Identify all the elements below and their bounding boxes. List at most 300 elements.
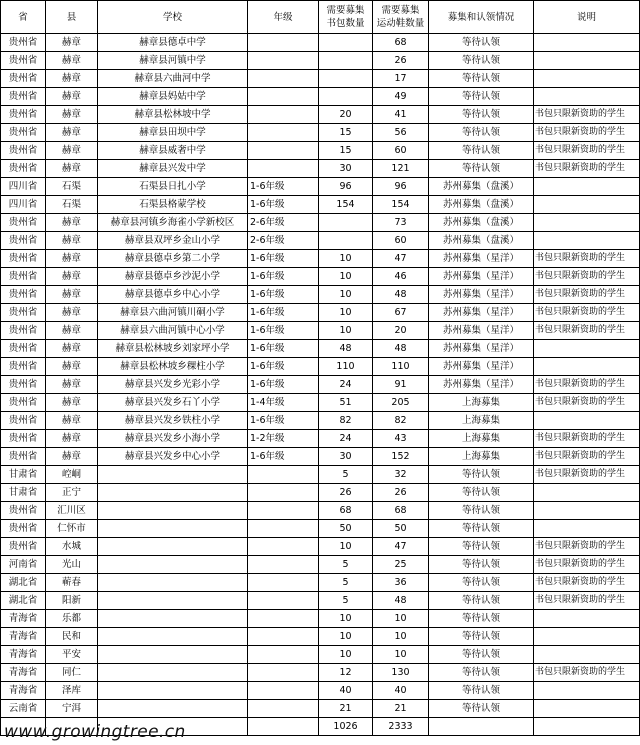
cell-status: 上海募集 (429, 430, 534, 448)
cell-school: 赫章县松林坡乡稞柱小学 (98, 358, 248, 376)
cell-bags (319, 52, 373, 70)
cell-province: 云南省 (1, 700, 46, 718)
cell-note (534, 520, 640, 538)
cell-province: 青海省 (1, 664, 46, 682)
cell-shoes: 48 (373, 340, 429, 358)
cell-school: 赫章县威奢中学 (98, 142, 248, 160)
cell-grade (248, 610, 319, 628)
cell-grade: 1-6年级 (248, 376, 319, 394)
cell-school (98, 664, 248, 682)
cell-province: 四川省 (1, 178, 46, 196)
table-row (1, 484, 640, 502)
table-row (1, 160, 640, 178)
cell-status: 苏州募集（盘溪） (429, 214, 534, 232)
header-school: 学校 (98, 1, 248, 34)
cell-province: 贵州省 (1, 34, 46, 52)
cell-note (534, 502, 640, 520)
cell-shoes: 40 (373, 682, 429, 700)
cell-note: 书包只限新资助的学生 (534, 448, 640, 466)
cell-note: 书包只限新资助的学生 (534, 574, 640, 592)
cell-grade: 1-4年级 (248, 394, 319, 412)
cell-province: 贵州省 (1, 232, 46, 250)
cell-shoes: 56 (373, 124, 429, 142)
header-note: 说明 (534, 1, 640, 34)
cell-bags: 10 (319, 646, 373, 664)
cell-status: 苏州募集（盘溪） (429, 232, 534, 250)
cell-province: 青海省 (1, 646, 46, 664)
watermark-text: www.growingtree.cn (4, 722, 186, 742)
cell-status: 等待认领 (429, 142, 534, 160)
cell-county: 赫章 (46, 232, 98, 250)
cell-county: 赫章 (46, 124, 98, 142)
cell-grade: 1-2年级 (248, 430, 319, 448)
cell-county: 乐都 (46, 610, 98, 628)
cell-note (534, 52, 640, 70)
cell-shoes: 48 (373, 286, 429, 304)
cell-bags: 10 (319, 628, 373, 646)
cell-county: 赫章 (46, 448, 98, 466)
table-row (1, 34, 640, 52)
cell-school: 赫章县德卓中学 (98, 34, 248, 52)
cell-grade (248, 466, 319, 484)
cell-grade: 1-6年级 (248, 322, 319, 340)
cell-province: 青海省 (1, 628, 46, 646)
cell-county: 赫章 (46, 340, 98, 358)
cell-shoes: 26 (373, 484, 429, 502)
cell-province: 贵州省 (1, 268, 46, 286)
table-row (1, 574, 640, 592)
cell-bags: 68 (319, 502, 373, 520)
cell-grade: 1-6年级 (248, 358, 319, 376)
cell-school (98, 502, 248, 520)
cell-status: 等待认领 (429, 610, 534, 628)
cell-note (534, 484, 640, 502)
cell-school (98, 520, 248, 538)
cell-province: 贵州省 (1, 304, 46, 322)
cell-status: 苏州募集（星洋） (429, 268, 534, 286)
cell-county: 宁洱 (46, 700, 98, 718)
cell-province: 贵州省 (1, 70, 46, 88)
cell-province: 甘肃省 (1, 484, 46, 502)
cell-province: 贵州省 (1, 160, 46, 178)
cell-province: 青海省 (1, 682, 46, 700)
table-row (1, 232, 640, 250)
cell-bags: 154 (319, 196, 373, 214)
cell-grade: 2-6年级 (248, 214, 319, 232)
cell-bags (319, 214, 373, 232)
cell-county: 赫章 (46, 214, 98, 232)
cell-school (98, 646, 248, 664)
cell-status: 苏州募集（星洋） (429, 358, 534, 376)
cell-note: 书包只限新资助的学生 (534, 664, 640, 682)
totals-empty-7 (429, 718, 534, 736)
cell-county: 赫章 (46, 34, 98, 52)
cell-bags: 5 (319, 574, 373, 592)
cell-county: 正宁 (46, 484, 98, 502)
cell-grade (248, 502, 319, 520)
cell-note: 书包只限新资助的学生 (534, 124, 640, 142)
cell-shoes: 82 (373, 412, 429, 430)
cell-county: 石渠 (46, 178, 98, 196)
cell-county: 赫章 (46, 304, 98, 322)
table-row (1, 592, 640, 610)
cell-shoes: 41 (373, 106, 429, 124)
cell-grade (248, 664, 319, 682)
cell-school (98, 682, 248, 700)
cell-status: 苏州募集（星洋） (429, 250, 534, 268)
cell-school: 赫章县六曲河镇中心小学 (98, 322, 248, 340)
table-row (1, 322, 640, 340)
cell-status: 上海募集 (429, 448, 534, 466)
cell-shoes: 46 (373, 268, 429, 286)
cell-county: 仁怀市 (46, 520, 98, 538)
cell-note: 书包只限新资助的学生 (534, 142, 640, 160)
cell-county: 崆峒 (46, 466, 98, 484)
header-bags (319, 1, 373, 34)
cell-school: 赫章县德卓乡沙泥小学 (98, 268, 248, 286)
cell-school (98, 592, 248, 610)
cell-county: 赫章 (46, 160, 98, 178)
cell-grade (248, 682, 319, 700)
table-row (1, 556, 640, 574)
cell-school: 石渠县格蒙学校 (98, 196, 248, 214)
totals-empty-8 (534, 718, 640, 736)
cell-shoes: 152 (373, 448, 429, 466)
cell-school (98, 556, 248, 574)
cell-province: 贵州省 (1, 448, 46, 466)
cell-school: 赫章县德卓乡第二小学 (98, 250, 248, 268)
cell-shoes: 205 (373, 394, 429, 412)
table-row (1, 628, 640, 646)
cell-status: 苏州募集（星洋） (429, 376, 534, 394)
table-row (1, 196, 640, 214)
cell-province: 贵州省 (1, 106, 46, 124)
cell-shoes: 110 (373, 358, 429, 376)
cell-note: 书包只限新资助的学生 (534, 160, 640, 178)
cell-school: 赫章县河镇中学 (98, 52, 248, 70)
cell-province: 贵州省 (1, 88, 46, 106)
cell-status: 等待认领 (429, 556, 534, 574)
cell-county: 民和 (46, 628, 98, 646)
cell-bags: 48 (319, 340, 373, 358)
table-row (1, 268, 640, 286)
cell-province: 青海省 (1, 610, 46, 628)
cell-status: 等待认领 (429, 466, 534, 484)
cell-bags: 50 (319, 520, 373, 538)
cell-bags: 10 (319, 286, 373, 304)
cell-note (534, 214, 640, 232)
cell-shoes: 60 (373, 142, 429, 160)
table-row (1, 106, 640, 124)
cell-school: 赫章县兴发中学 (98, 160, 248, 178)
cell-grade: 1-6年级 (248, 178, 319, 196)
cell-note: 书包只限新资助的学生 (534, 268, 640, 286)
cell-shoes: 60 (373, 232, 429, 250)
cell-grade (248, 484, 319, 502)
cell-province: 贵州省 (1, 358, 46, 376)
table-row (1, 340, 640, 358)
cell-status: 上海募集 (429, 412, 534, 430)
cell-status: 等待认领 (429, 682, 534, 700)
cell-status: 上海募集 (429, 394, 534, 412)
cell-province: 贵州省 (1, 430, 46, 448)
cell-bags: 15 (319, 142, 373, 160)
cell-status: 等待认领 (429, 646, 534, 664)
table-row (1, 52, 640, 70)
cell-school (98, 610, 248, 628)
cell-shoes: 17 (373, 70, 429, 88)
cell-bags: 5 (319, 592, 373, 610)
cell-bags: 10 (319, 322, 373, 340)
cell-county: 赫章 (46, 88, 98, 106)
cell-bags: 82 (319, 412, 373, 430)
cell-grade (248, 574, 319, 592)
cell-note: 书包只限新资助的学生 (534, 250, 640, 268)
cell-note: 书包只限新资助的学生 (534, 376, 640, 394)
cell-school: 赫章县兴发乡小海小学 (98, 430, 248, 448)
cell-note (534, 412, 640, 430)
cell-county: 水城 (46, 538, 98, 556)
cell-status: 苏州募集（星洋） (429, 304, 534, 322)
cell-grade (248, 646, 319, 664)
cell-note (534, 610, 640, 628)
cell-note: 书包只限新资助的学生 (534, 394, 640, 412)
header-bags-line1: 需要募集 (326, 5, 365, 16)
cell-county: 泽库 (46, 682, 98, 700)
cell-note: 书包只限新资助的学生 (534, 466, 640, 484)
table-row (1, 124, 640, 142)
cell-status: 苏州募集（盘溪） (429, 178, 534, 196)
cell-note: 书包只限新资助的学生 (534, 592, 640, 610)
cell-shoes: 68 (373, 34, 429, 52)
table-row (1, 88, 640, 106)
cell-bags (319, 70, 373, 88)
cell-note (534, 358, 640, 376)
table-row (1, 448, 640, 466)
cell-province: 湖北省 (1, 592, 46, 610)
cell-grade: 1-6年级 (248, 448, 319, 466)
cell-province: 湖北省 (1, 574, 46, 592)
cell-bags: 51 (319, 394, 373, 412)
cell-grade (248, 160, 319, 178)
cell-status: 苏州募集（星洋） (429, 340, 534, 358)
cell-shoes: 47 (373, 538, 429, 556)
table-row (1, 376, 640, 394)
cell-grade: 1-6年级 (248, 286, 319, 304)
cell-grade: 1-6年级 (248, 304, 319, 322)
cell-shoes: 21 (373, 700, 429, 718)
cell-shoes: 68 (373, 502, 429, 520)
cell-county: 光山 (46, 556, 98, 574)
cell-county: 赫章 (46, 286, 98, 304)
header-shoes-line2: 运动鞋数量 (376, 18, 425, 29)
cell-province: 贵州省 (1, 52, 46, 70)
cell-school (98, 700, 248, 718)
header-county: 县 (46, 1, 98, 34)
cell-grade: 1-6年级 (248, 412, 319, 430)
cell-school: 赫章县六曲河镇川硐小学 (98, 304, 248, 322)
table-row (1, 286, 640, 304)
cell-province: 贵州省 (1, 376, 46, 394)
cell-province: 四川省 (1, 196, 46, 214)
cell-school: 石渠县日扎小学 (98, 178, 248, 196)
cell-school: 赫章县六曲河中学 (98, 70, 248, 88)
table-row (1, 358, 640, 376)
cell-province: 甘肃省 (1, 466, 46, 484)
cell-shoes: 91 (373, 376, 429, 394)
cell-bags: 10 (319, 268, 373, 286)
cell-county: 赫章 (46, 70, 98, 88)
table-row (1, 394, 640, 412)
table-row (1, 412, 640, 430)
cell-shoes: 43 (373, 430, 429, 448)
cell-shoes: 26 (373, 52, 429, 70)
cell-note (534, 88, 640, 106)
cell-school: 赫章县河镇乡海雀小学新校区 (98, 214, 248, 232)
cell-shoes: 25 (373, 556, 429, 574)
cell-grade: 1-6年级 (248, 268, 319, 286)
cell-county: 赫章 (46, 430, 98, 448)
cell-county: 赫章 (46, 358, 98, 376)
cell-grade: 1-6年级 (248, 250, 319, 268)
cell-school: 赫章县田坝中学 (98, 124, 248, 142)
cell-bags: 110 (319, 358, 373, 376)
cell-status: 等待认领 (429, 574, 534, 592)
cell-status: 苏州募集（星洋） (429, 322, 534, 340)
cell-bags: 20 (319, 106, 373, 124)
cell-grade (248, 34, 319, 52)
cell-note (534, 34, 640, 52)
cell-note (534, 70, 640, 88)
table-row (1, 664, 640, 682)
cell-county: 平安 (46, 646, 98, 664)
cell-bags: 10 (319, 610, 373, 628)
cell-shoes: 48 (373, 592, 429, 610)
table-row (1, 682, 640, 700)
cell-bags: 24 (319, 430, 373, 448)
cell-province: 贵州省 (1, 250, 46, 268)
cell-grade (248, 538, 319, 556)
cell-note: 书包只限新资助的学生 (534, 106, 640, 124)
cell-county: 赫章 (46, 322, 98, 340)
header-grade: 年级 (248, 1, 319, 34)
cell-status: 等待认领 (429, 484, 534, 502)
cell-shoes: 10 (373, 646, 429, 664)
cell-county: 赫章 (46, 250, 98, 268)
cell-county: 阳新 (46, 592, 98, 610)
cell-status: 等待认领 (429, 700, 534, 718)
cell-bags: 26 (319, 484, 373, 502)
cell-province: 贵州省 (1, 142, 46, 160)
cell-province: 贵州省 (1, 394, 46, 412)
cell-note (534, 340, 640, 358)
table-row (1, 646, 640, 664)
header-status: 募集和认领情况 (429, 1, 534, 34)
header-bags-line2: 书包数量 (326, 18, 365, 29)
cell-school (98, 628, 248, 646)
cell-county: 赫章 (46, 412, 98, 430)
cell-bags: 30 (319, 448, 373, 466)
cell-bags: 15 (319, 124, 373, 142)
cell-bags: 10 (319, 250, 373, 268)
cell-province: 贵州省 (1, 520, 46, 538)
cell-shoes: 50 (373, 520, 429, 538)
cell-status: 等待认领 (429, 502, 534, 520)
cell-bags: 10 (319, 538, 373, 556)
cell-bags: 10 (319, 304, 373, 322)
cell-county: 汇川区 (46, 502, 98, 520)
cell-county: 赫章 (46, 106, 98, 124)
cell-note (534, 232, 640, 250)
total-shoes: 2333 (373, 718, 429, 736)
cell-province: 贵州省 (1, 286, 46, 304)
cell-status: 等待认领 (429, 106, 534, 124)
cell-status: 苏州募集（盘溪） (429, 196, 534, 214)
cell-status: 等待认领 (429, 538, 534, 556)
cell-shoes: 130 (373, 664, 429, 682)
totals-empty-4 (248, 718, 319, 736)
cell-school: 赫章县兴发乡铁柱小学 (98, 412, 248, 430)
cell-county: 石渠 (46, 196, 98, 214)
cell-shoes: 10 (373, 610, 429, 628)
table-row (1, 214, 640, 232)
cell-school (98, 484, 248, 502)
cell-grade: 1-6年级 (248, 196, 319, 214)
cell-province: 贵州省 (1, 322, 46, 340)
cell-status: 等待认领 (429, 70, 534, 88)
total-bags: 1026 (319, 718, 373, 736)
header-shoes-line1: 需要募集 (381, 5, 420, 16)
cell-status: 等待认领 (429, 160, 534, 178)
cell-province: 贵州省 (1, 214, 46, 232)
cell-school (98, 574, 248, 592)
cell-county: 赫章 (46, 394, 98, 412)
cell-status: 等待认领 (429, 628, 534, 646)
cell-grade (248, 52, 319, 70)
cell-grade: 1-6年级 (248, 340, 319, 358)
cell-school (98, 538, 248, 556)
table-body (1, 34, 640, 718)
table-row (1, 250, 640, 268)
cell-bags (319, 232, 373, 250)
cell-status: 等待认领 (429, 664, 534, 682)
cell-note: 书包只限新资助的学生 (534, 556, 640, 574)
table-row (1, 502, 640, 520)
cell-note (534, 700, 640, 718)
cell-school: 赫章县妈姑中学 (98, 88, 248, 106)
cell-bags: 21 (319, 700, 373, 718)
cell-grade (248, 520, 319, 538)
cell-shoes: 47 (373, 250, 429, 268)
cell-note: 书包只限新资助的学生 (534, 538, 640, 556)
table-row (1, 178, 640, 196)
cell-shoes: 49 (373, 88, 429, 106)
cell-bags: 5 (319, 466, 373, 484)
table-row (1, 304, 640, 322)
cell-status: 等待认领 (429, 52, 534, 70)
cell-status: 等待认领 (429, 124, 534, 142)
cell-bags: 5 (319, 556, 373, 574)
header-shoes (373, 1, 429, 34)
table-row (1, 466, 640, 484)
header-row (1, 1, 640, 34)
cell-county: 赫章 (46, 268, 98, 286)
cell-province: 贵州省 (1, 502, 46, 520)
cell-shoes: 154 (373, 196, 429, 214)
cell-bags: 24 (319, 376, 373, 394)
table-row (1, 520, 640, 538)
cell-province: 贵州省 (1, 538, 46, 556)
